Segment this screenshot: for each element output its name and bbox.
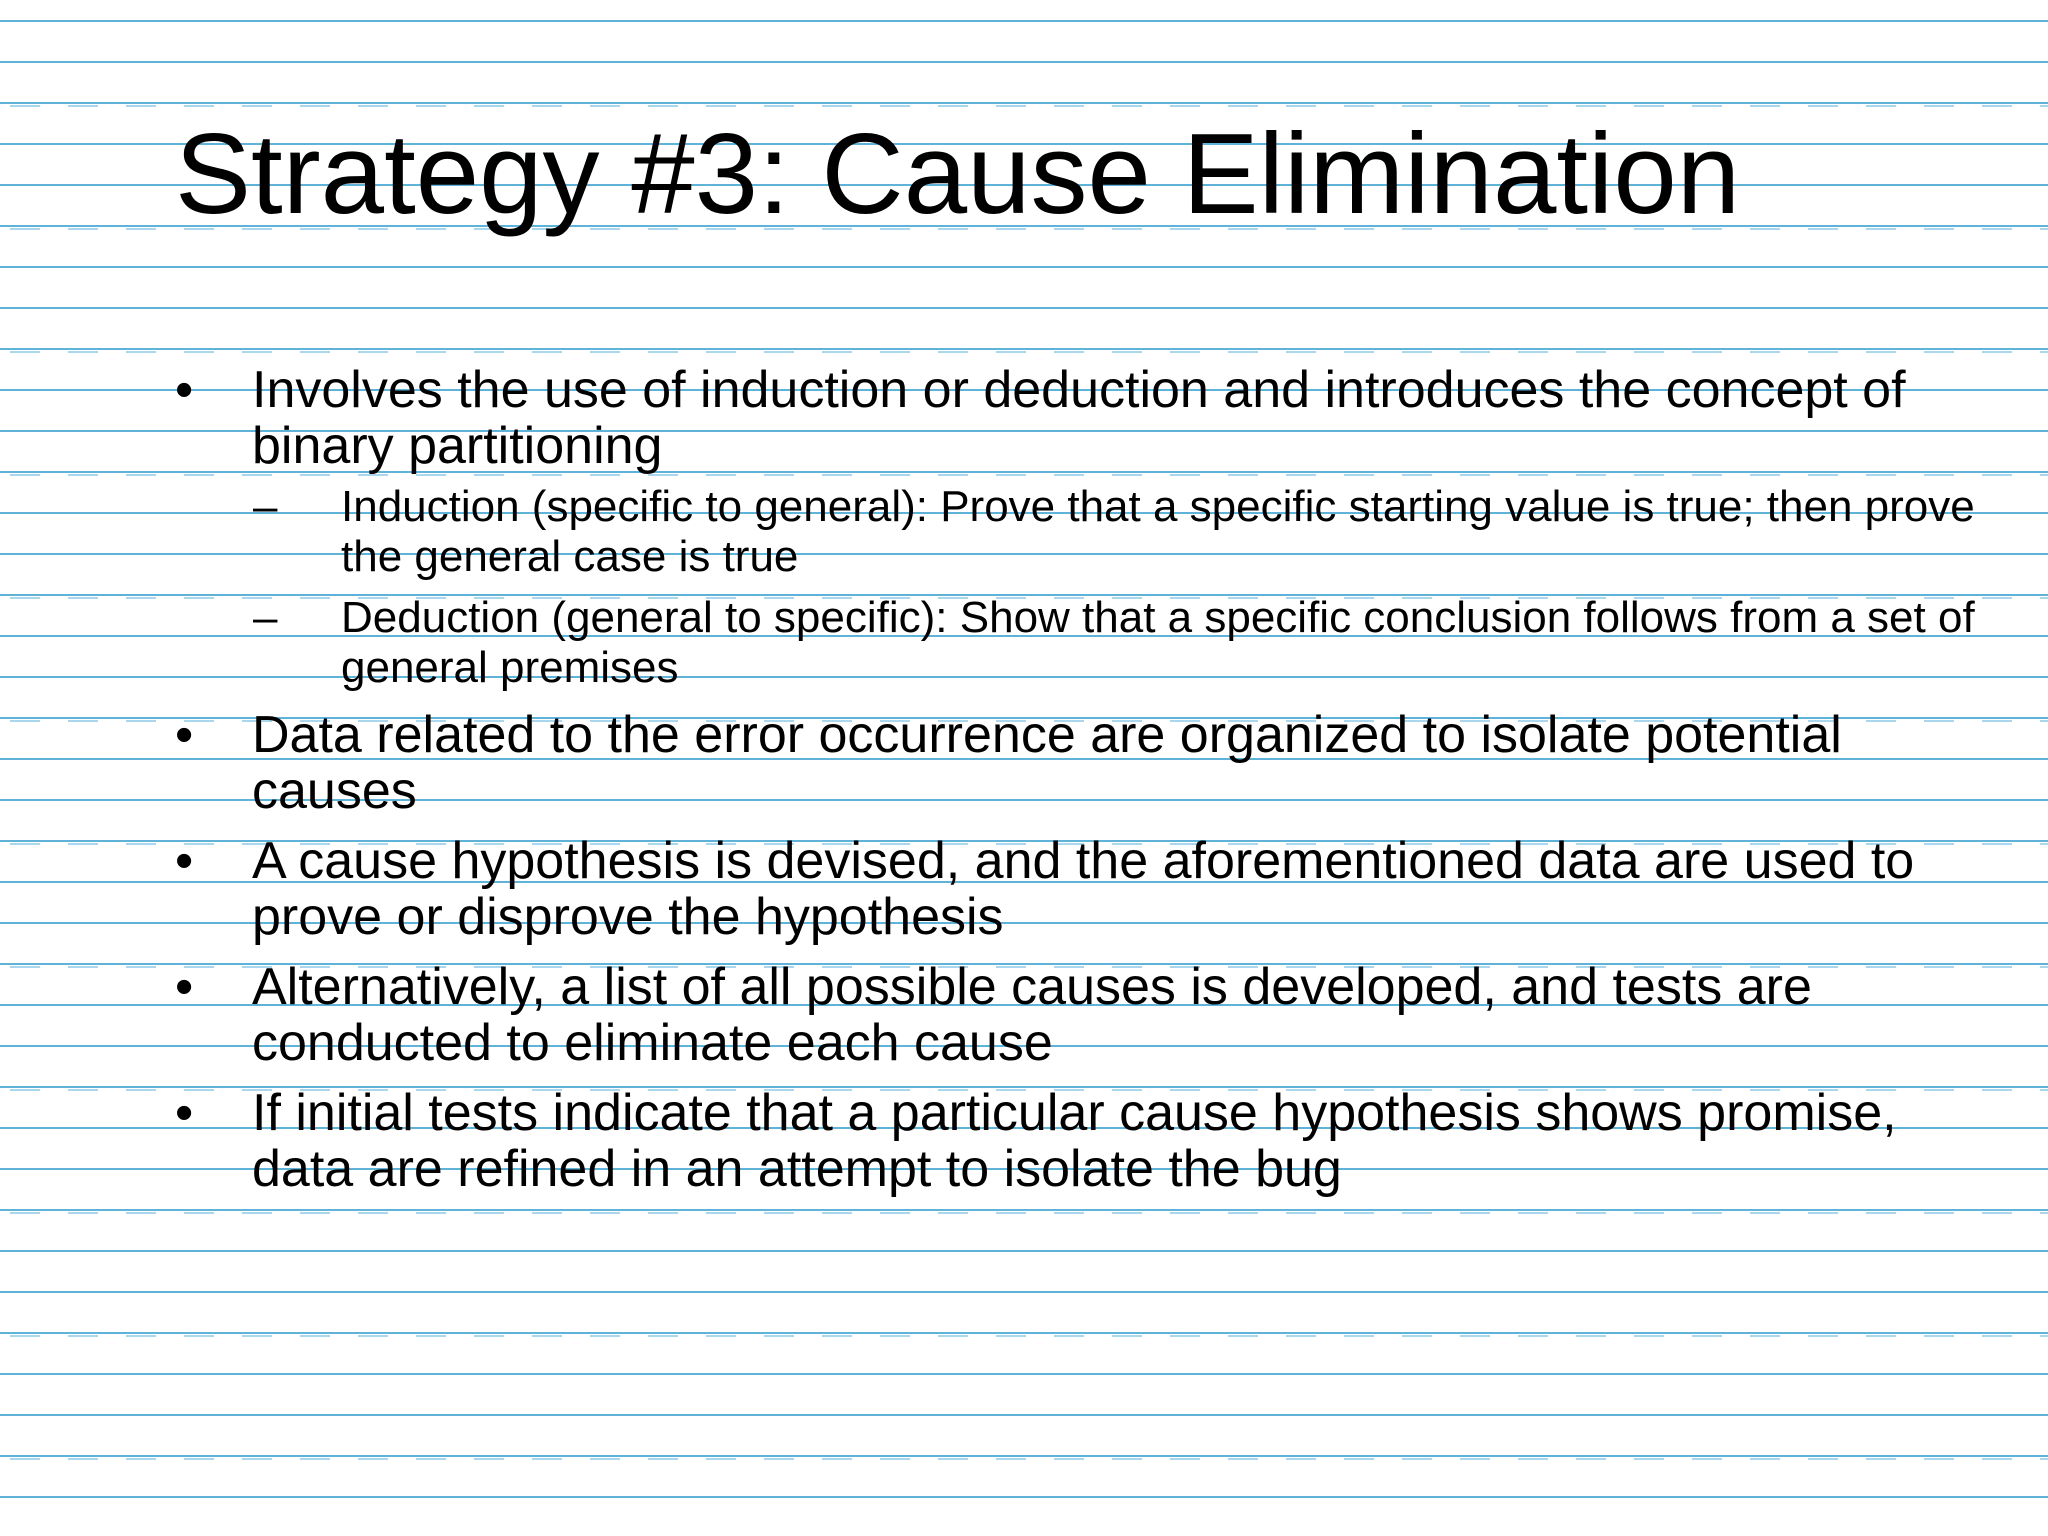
bullet-marker: •	[175, 361, 194, 419]
bullet-text: If initial tests indicate that a particular cause hypothesis shows promise, data are refined in an attempt to isolate the bug	[252, 1084, 1897, 1198]
bullet-text: Data related to the error occurrence are organized to isolate potential causes	[252, 706, 1842, 820]
sub-bullet-marker: –	[253, 482, 278, 531]
bullet-item	[175, 707, 1975, 819]
sub-bullet-text: Deduction (general to specific): Show that a specific conclusion follows from a set of general premises	[341, 593, 1975, 692]
slide-title: Strategy #3: Cause Elimination	[175, 111, 1741, 238]
sub-bullet-marker: –	[253, 593, 278, 642]
sub-bullet-item	[253, 593, 1975, 693]
sub-bullet-text: Induction (specific to general): Prove that a specific starting value is true; then prove the general case is true	[341, 482, 1975, 581]
bullet-marker: •	[175, 832, 194, 890]
bullet-list	[175, 362, 1975, 1211]
bullet-item	[175, 362, 1975, 693]
bullet-marker: •	[175, 706, 194, 764]
bullet-marker: •	[175, 958, 194, 1016]
bullet-text: A cause hypothesis is devised, and the aforementioned data are used to prove or disprove the hypothesis	[252, 832, 1915, 946]
sub-bullet-list	[252, 482, 1975, 693]
bullet-marker: •	[175, 1084, 194, 1142]
bullet-item	[175, 959, 1975, 1071]
sub-bullet-item	[253, 482, 1975, 582]
bullet-text: Alternatively, a list of all possible causes is developed, and tests are conducted to eliminate each cause	[252, 958, 1812, 1072]
bullet-item	[175, 833, 1975, 945]
bullet-text: Involves the use of induction or deduction and introduces the concept of binary partitioning	[252, 361, 1906, 475]
bullet-item	[175, 1085, 1975, 1197]
